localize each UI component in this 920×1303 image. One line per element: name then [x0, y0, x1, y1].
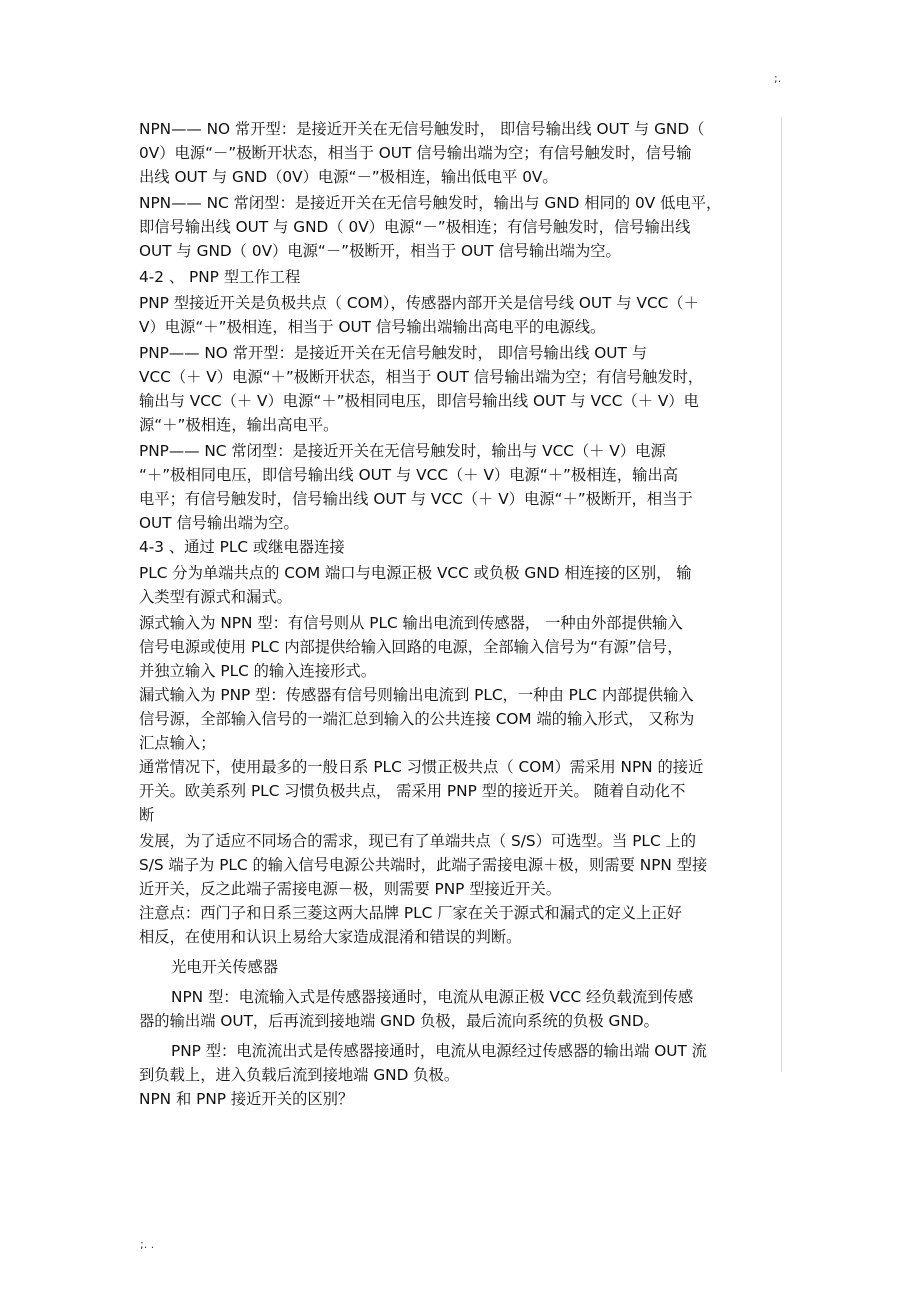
footer-mark: ;. . — [140, 1238, 155, 1251]
heading-photoelectric: 光电开关传感器 — [171, 958, 279, 976]
text-line: PNP 型：电流流出式是传感器接通时，电流从电源经过传感器的输出端 OUT 流 — [171, 1042, 707, 1060]
text-line: NPN—— NC 常闭型：是接近开关在无信号触发时，输出与 GND 相同的 0V 低电平， — [139, 194, 722, 212]
paragraph-plc-types — [139, 561, 799, 609]
text-line: 源式输入为 NPN 型：有信号则从 PLC 输出电流到传感器， 一种由外部提供输入 — [139, 614, 683, 632]
text-line: OUT 信号输出端为空。 — [139, 514, 299, 532]
text-line: PLC 分为单端共点的 COM 端口与电源正极 VCC 或负极 GND 相连接的区别， 输 — [139, 564, 692, 582]
text-line: PNP—— NO 常开型：是接近开关在无信号触发时， 即信号输出线 OUT 与 — [139, 344, 647, 362]
text-line: 0V）电源“－”极断开状态，相当于 OUT 信号输出端为空；有信号触发时，信号输 — [139, 144, 692, 162]
paragraph-pnp-no — [139, 341, 799, 437]
text-line: “＋”极相同电压，即信号输出线 OUT 与 VCC（＋ V）电源“＋”极相连，输出高 — [139, 466, 679, 484]
text-line: 信号电源或使用 PLC 内部提供给输入回路的电源，全部输入信号为“有源”信号， — [139, 638, 683, 656]
closing-question: NPN 和 PNP 接近开关的区别？ — [139, 1090, 354, 1108]
paragraph-npn-photoelectric — [139, 985, 799, 1033]
text-line: 信号源，全部输入信号的一端汇总到输入的公共连接 COM 端的输入形式， 又称为 — [139, 710, 695, 728]
paragraph-npn-nc — [139, 191, 799, 263]
text-line: NPN 型：电流输入式是传感器接通时，电流从电源正极 VCC 经负载流到传感 — [171, 988, 694, 1006]
text-line: PNP—— NC 常闭型：是接近开关在无信号触发时，输出与 VCC（＋ V）电源 — [139, 442, 666, 460]
paragraph-sink-input — [139, 683, 799, 755]
text-line: 通常情况下，使用最多的一般日系 PLC 习惯正极共点（ COM）需采用 NPN 的接近 — [139, 758, 704, 776]
text-line: 并独立输入 PLC 的输入连接形式。 — [139, 662, 377, 680]
text-line: 近开关，反之此端子需接电源－极，则需要 PNP 型接近开关。 — [139, 880, 562, 898]
text-line: 开关。欧美系列 PLC 习惯负极共点， 需采用 PNP 型的接近开关。 随着自动化不 — [139, 782, 686, 800]
paragraph-common-usage — [139, 755, 799, 827]
paragraph-pnp-intro — [139, 291, 799, 339]
paragraph-pnp-nc — [139, 439, 799, 535]
section-heading: 4-3 、通过 PLC 或继电器连接 — [139, 538, 345, 556]
text-line: 漏式输入为 PNP 型：传感器有信号则输出电流到 PLC，一种由 PLC 内部提供输入 — [139, 686, 694, 704]
text-line: OUT 与 GND（ 0V）电源“－”极断开，相当于 OUT 信号输出端为空。 — [139, 242, 621, 260]
text-line: NPN—— NO 常开型：是接近开关在无信号触发时， 即信号输出线 OUT 与 GND（ — [139, 120, 705, 138]
text-line: 出线 OUT 与 GND（0V）电源“－”极相连，输出低电平 0V。 — [139, 168, 558, 186]
paragraph-source-input — [139, 611, 799, 683]
header-mark: ;. — [774, 72, 782, 85]
text-line: V）电源“＋”极相连，相当于 OUT 信号输出端输出高电平的电源线。 — [139, 318, 606, 336]
heading-4-2 — [139, 265, 799, 289]
text-line: 电平；有信号触发时，信号输出线 OUT 与 VCC（＋ V）电源“＋”极断开，相当于 — [139, 490, 693, 508]
text-line: 源“＋”极相连，输出高电平。 — [139, 416, 339, 434]
text-line: 发展，为了适应不同场合的需求，现已有了单端共点（ S/S）可选型。当 PLC 上的 — [139, 832, 697, 850]
text-line: S/S 端子为 PLC 的输入信号电源公共端时，此端子需接电源＋极，则需要 NPN 型接 — [139, 856, 708, 874]
text-line: 入类型有源式和漏式。 — [139, 588, 292, 606]
document-body — [139, 117, 799, 1111]
text-line: 输出与 VCC（＋ V）电源“＋”极相同电压，即信号输出线 OUT 与 VCC（＋ V）电 — [139, 392, 699, 410]
paragraph-note — [139, 901, 799, 949]
paragraph-pnp-photoelectric — [139, 1039, 799, 1087]
paragraph-npn-no — [139, 117, 799, 189]
text-line: 器的输出端 OUT，后再流到接地端 GND 负极，最后流向系统的负极 GND。 — [139, 1012, 659, 1030]
paragraph-ss-terminal — [139, 829, 799, 901]
heading-4-3 — [139, 535, 799, 559]
text-line: 即信号输出线 OUT 与 GND（ 0V）电源“－”极相连；有信号触发时，信号输出线 — [139, 218, 691, 236]
text-line: VCC（＋ V）电源“＋”极断开状态，相当于 OUT 信号输出端为空；有信号触发时， — [139, 368, 704, 386]
text-line: 汇点输入； — [139, 734, 216, 752]
text-line: 相反，在使用和认识上易给大家造成混淆和错误的判断。 — [139, 928, 522, 946]
section-heading: 4-2 、 PNP 型工作工程 — [139, 268, 301, 286]
text-line: 到负载上，进入负载后流到接地端 GND 负极。 — [139, 1066, 460, 1084]
text-line: 断 — [139, 806, 155, 824]
text-line: PNP 型接近开关是负极共点（ COM），传感器内部开关是信号线 OUT 与 VCC（＋ — [139, 294, 699, 312]
text-line: 注意点：西门子和日系三菱这两大品牌 PLC 厂家在关于源式和漏式的定义上正好 — [139, 904, 682, 922]
